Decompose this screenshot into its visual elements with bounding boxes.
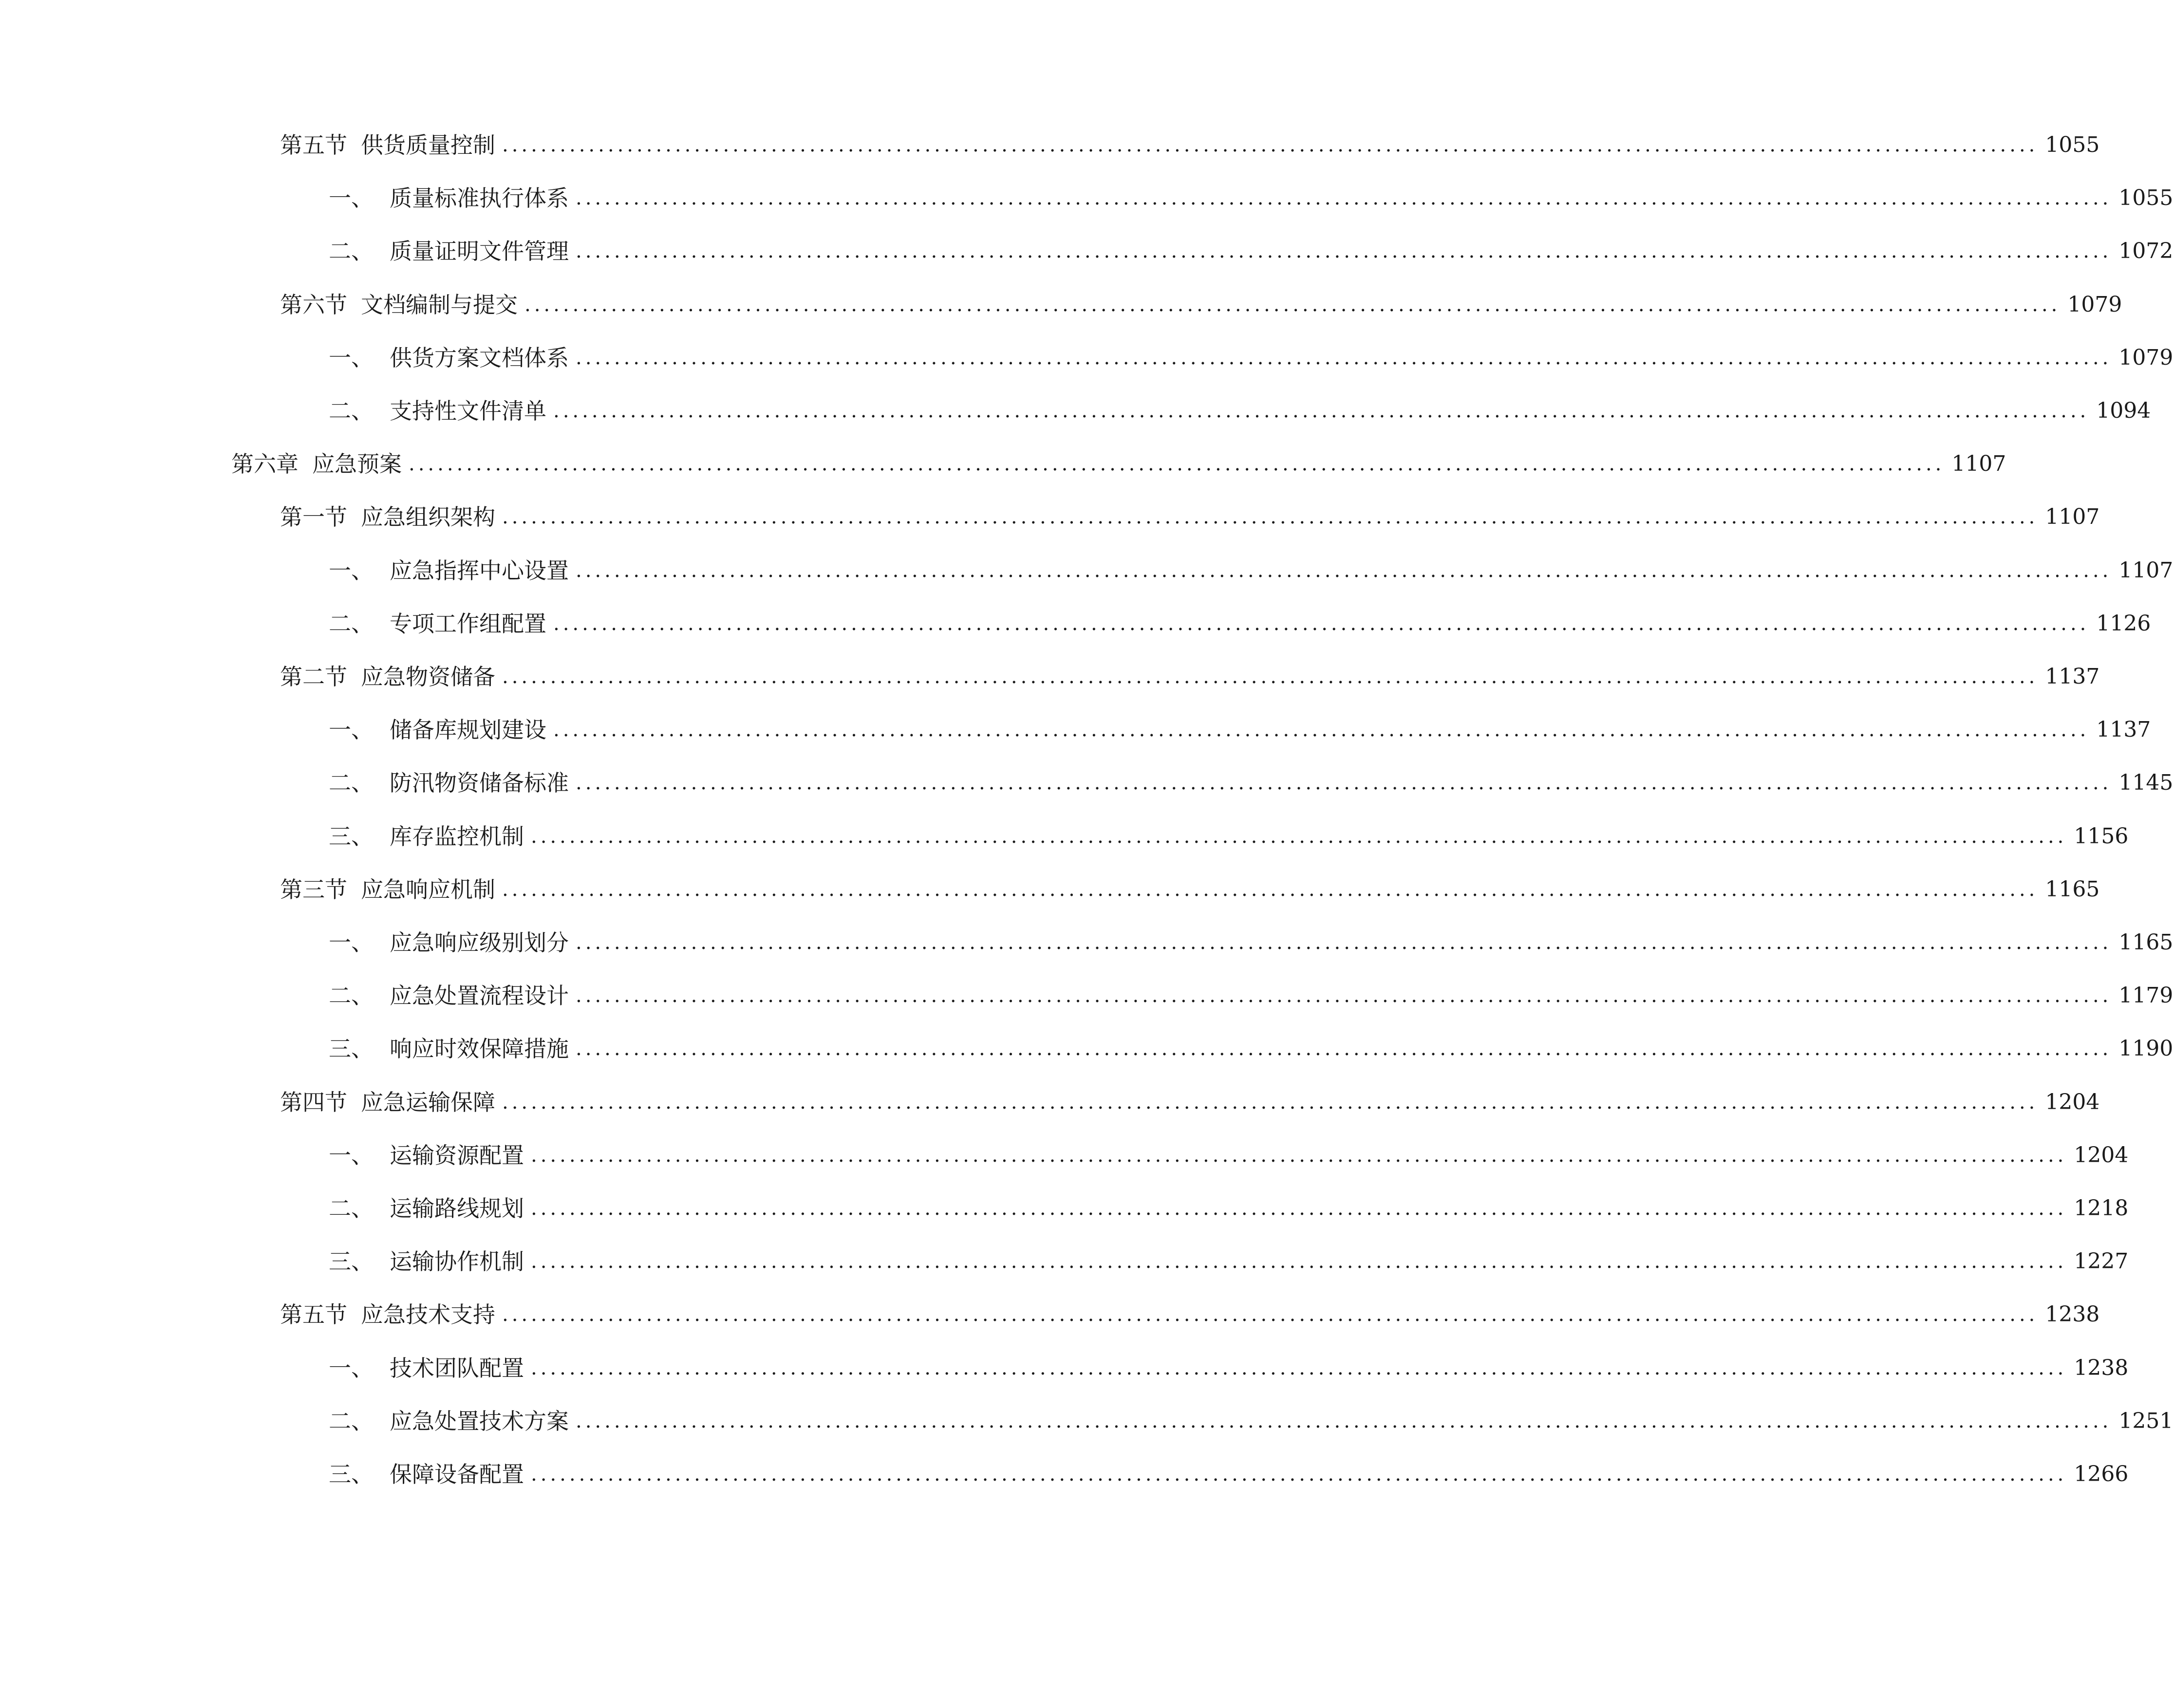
toc-dot-leader: ................................................................................................................................................................ [531,825,2067,848]
toc-entry-number: 第五节 [280,1301,347,1328]
toc-entry-title: 运输路线规划 [390,1195,524,1222]
toc-dot-leader: ................................................................................................................................................................ [525,293,2061,316]
toc-dot-leader: ................................................................................................................................................................ [576,984,2112,1007]
toc-entry[interactable] [329,607,2151,641]
toc-entry-number: 一、 [329,1142,374,1169]
toc-entry-number: 二、 [329,238,374,265]
toc-entry-number: 三、 [329,1036,374,1062]
toc-entry-number: 三、 [329,823,374,850]
toc-entry-title: 质量证明文件管理 [390,238,569,265]
toc-entry[interactable] [280,873,2100,907]
toc-entry-page-number: 1204 [2045,1089,2100,1114]
toc-entry-page-number: 1072 [2118,239,2173,264]
toc-entry-page-number: 1137 [2045,664,2100,689]
toc-dot-leader: ................................................................................................................................................................ [531,1463,2067,1485]
toc-entry-page-number: 1145 [2118,770,2173,796]
toc-dot-leader: ................................................................................................................................................................ [409,453,1945,476]
toc-dot-leader: ................................................................................................................................................................ [576,559,2112,582]
toc-entry[interactable] [329,1138,2129,1172]
toc-entry[interactable] [329,1244,2129,1279]
toc-dot-leader: ................................................................................................................................................................ [531,1144,2067,1167]
toc-entry-title: 供货方案文档体系 [390,344,569,371]
toc-entry-title: 专项工作组配置 [390,610,546,637]
toc-entry[interactable] [280,1085,2100,1119]
toc-entry-number: 第五节 [280,132,347,158]
toc-entry-page-number: 1107 [1951,451,2006,477]
toc-dot-leader: ................................................................................................................................................................ [531,1356,2067,1379]
toc-entry-page-number: 1137 [2096,717,2151,743]
toc-entry-number: 三、 [329,1248,374,1275]
toc-dot-leader: ................................................................................................................................................................ [502,666,2039,688]
toc-dot-leader: ................................................................................................................................................................ [502,134,2039,156]
toc-entry-page-number: 1156 [2074,823,2129,849]
toc-entry-title: 应急处置技术方案 [390,1408,569,1434]
toc-entry-number: 第六章 [231,451,299,478]
toc-entry-number: 一、 [329,929,374,956]
toc-entry[interactable] [329,554,2173,588]
toc-entry-page-number: 1266 [2074,1462,2129,1486]
toc-entry-page-number: 1204 [2074,1142,2129,1168]
toc-entry-number: 第四节 [280,1089,347,1115]
toc-entry[interactable] [280,500,2100,534]
toc-entry-page-number: 1079 [2067,292,2122,317]
toc-entry[interactable] [329,1457,2129,1491]
toc-entry-number: 第三节 [280,876,347,903]
toc-dot-leader: ................................................................................................................................................................ [531,1197,2067,1220]
toc-entry-page-number: 1107 [2045,504,2100,530]
toc-entry-title: 供货质量控制 [361,132,495,158]
toc-entry-title: 应急组织架构 [361,504,495,531]
toc-dot-leader: ................................................................................................................................................................ [576,346,2112,369]
toc-dot-leader: ................................................................................................................................................................ [576,1038,2112,1060]
toc-dot-leader: ................................................................................................................................................................ [576,931,2112,954]
toc-entry-title: 防汛物资储备标准 [390,770,569,797]
toc-entry[interactable] [329,1404,2173,1438]
toc-entry-number: 一、 [329,557,374,584]
toc-entry-page-number: 1094 [2096,398,2151,423]
toc-entry[interactable] [329,181,2173,215]
toc-entry[interactable] [280,1298,2100,1332]
toc-entry[interactable] [329,1191,2129,1225]
toc-entry-number: 第六节 [280,291,347,318]
toc-entry-title: 保障设备配置 [390,1461,524,1487]
toc-entry-number: 一、 [329,1355,374,1381]
toc-entry-page-number: 1079 [2118,345,2173,370]
toc-entry-title: 运输协作机制 [390,1248,524,1275]
toc-dot-leader: ................................................................................................................................................................ [502,506,2039,529]
toc-entry-title: 应急响应机制 [361,876,495,903]
toc-entry-page-number: 1251 [2118,1408,2173,1433]
toc-dot-leader: ................................................................................................................................................................ [531,1250,2067,1273]
toc-entry-page-number: 1190 [2118,1036,2173,1061]
toc-entry-page-number: 1107 [2118,557,2173,583]
toc-entry-number: 二、 [329,1195,374,1222]
toc-entry-page-number: 1165 [2045,876,2100,902]
toc-entry-number: 二、 [329,610,374,637]
toc-entry-title: 应急物资储备 [361,664,495,690]
toc-entry[interactable] [280,660,2100,694]
toc-entry[interactable] [329,926,2173,960]
toc-entry-number: 二、 [329,770,374,797]
toc-entry[interactable] [329,394,2151,428]
toc-entry-page-number: 1055 [2045,132,2100,157]
toc-entry-title: 应急响应级别划分 [390,929,569,956]
toc-entry[interactable] [329,819,2129,854]
toc-entry-page-number: 1179 [2118,983,2173,1008]
toc-dot-leader: ................................................................................................................................................................ [576,1410,2112,1432]
toc-entry[interactable] [329,713,2151,747]
toc-dot-leader: ................................................................................................................................................................ [576,187,2112,210]
toc-entry-title: 应急运输保障 [361,1089,495,1115]
toc-dot-leader: ................................................................................................................................................................ [502,1091,2039,1114]
toc-entry-title: 储备库规划建设 [390,717,546,743]
toc-entry-title: 应急指挥中心设置 [390,557,569,584]
toc-entry-page-number: 1238 [2074,1355,2129,1380]
toc-entry-page-number: 1126 [2096,611,2151,636]
toc-entry-title: 库存监控机制 [390,823,524,850]
toc-entry-title: 应急处置流程设计 [390,983,569,1009]
toc-entry-title: 响应时效保障措施 [390,1036,569,1062]
toc-entry-title: 应急技术支持 [361,1301,495,1328]
toc-entry[interactable] [280,128,2100,162]
toc-dot-leader: ................................................................................................................................................................ [553,612,2090,635]
toc-entry-title: 质量标准执行体系 [390,185,569,212]
toc-entry[interactable] [329,1351,2129,1385]
toc-dot-leader: ................................................................................................................................................................ [553,400,2090,422]
toc-entry-page-number: 1165 [2118,930,2173,955]
toc-entry-number: 二、 [329,398,374,424]
toc-dot-leader: ................................................................................................................................................................ [502,1303,2039,1326]
toc-entry-title: 运输资源配置 [390,1142,524,1169]
toc-entry-page-number: 1238 [2045,1302,2100,1327]
toc-entry[interactable] [329,234,2173,268]
toc-entry[interactable] [280,288,2122,322]
toc-entry-number: 三、 [329,1461,374,1487]
toc-entry-number: 二、 [329,1408,374,1434]
toc-entry-title: 文档编制与提交 [361,291,518,318]
toc-entry-title: 应急预案 [312,451,402,478]
toc-entry-number: 一、 [329,717,374,743]
toc-entry[interactable] [329,1032,2173,1066]
toc-dot-leader: ................................................................................................................................................................ [576,772,2112,795]
toc-entry-page-number: 1055 [2118,186,2173,211]
toc-entry[interactable] [329,341,2173,375]
toc-entry[interactable] [329,766,2173,800]
toc-entry-title: 技术团队配置 [390,1355,524,1381]
toc-dot-leader: ................................................................................................................................................................ [502,878,2039,901]
toc-entry-number: 第一节 [280,504,347,531]
toc-dot-leader: ................................................................................................................................................................ [576,240,2112,263]
toc-entry-title: 支持性文件清单 [390,398,546,424]
toc-entry-number: 一、 [329,185,374,212]
toc-entry-page-number: 1227 [2074,1249,2129,1274]
toc-entry-number: 第二节 [280,664,347,690]
toc-entry[interactable] [329,979,2173,1013]
toc-dot-leader: ................................................................................................................................................................ [553,719,2090,742]
toc-entry-number: 一、 [329,344,374,371]
toc-entry-number: 二、 [329,983,374,1009]
toc-entry-page-number: 1218 [2074,1196,2129,1221]
toc-entry[interactable] [231,447,2006,481]
